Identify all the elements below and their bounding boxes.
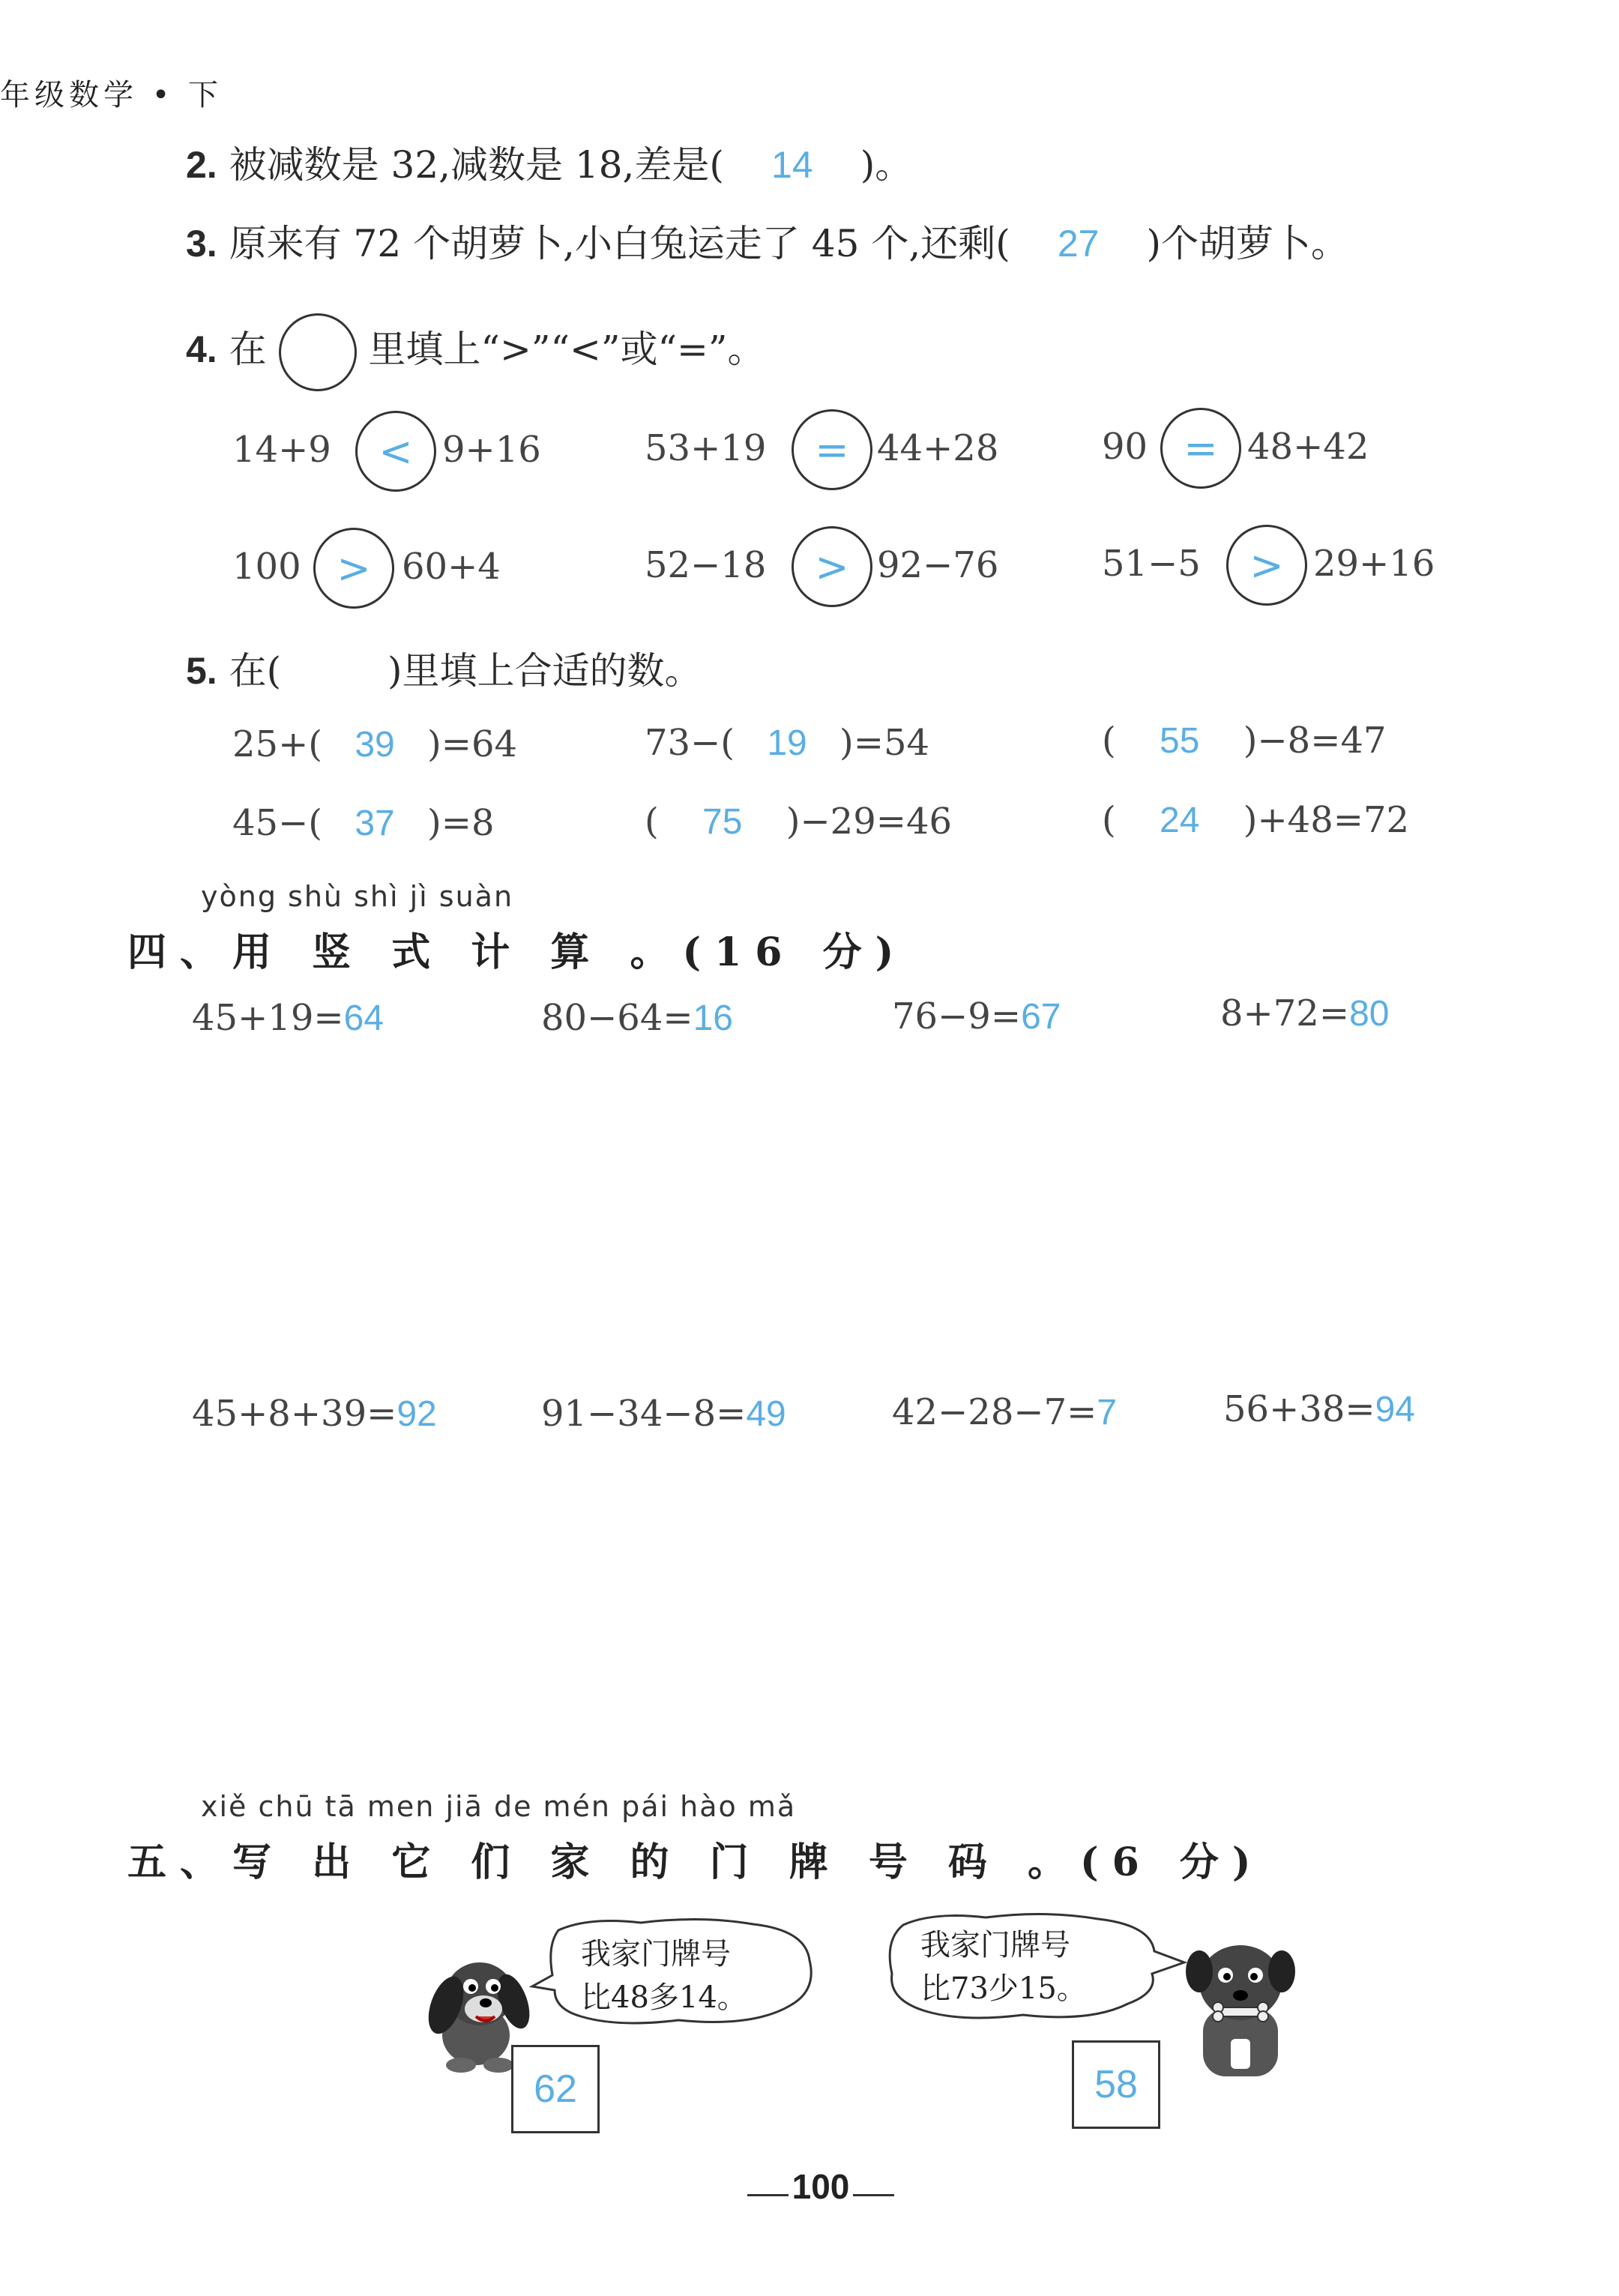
q5-item-2-pre: 73−( (645, 722, 735, 764)
page-header: 年级数学 • 下 (0, 78, 223, 112)
q4-item-6-circle[interactable]: > (1226, 525, 1307, 606)
page-number-dash-left (747, 2194, 789, 2196)
q3-text: 原来有 72 个胡萝卜,小白兔运走了 45 个,还剩( (229, 222, 1010, 265)
vertical-calc-7 (892, 1391, 1117, 1433)
vertical-calc-3-answer[interactable]: 67 (1021, 997, 1061, 1037)
vertical-calc-6-expr: 91−34−8= (541, 1393, 747, 1435)
bubble-right-line1: 我家门牌号 (920, 1928, 1070, 1962)
vertical-calc-3-expr: 76−9= (892, 995, 1022, 1037)
q4-item-1-circle[interactable]: < (355, 411, 436, 492)
vertical-calc-1 (192, 997, 384, 1039)
q4-item-5-right: 92−76 (877, 544, 999, 586)
q4-item-1-left: 14+9 (232, 429, 331, 471)
vertical-calc-1-expr: 45+19= (192, 997, 344, 1039)
q5-item-4 (232, 802, 495, 844)
question-2 (186, 135, 912, 189)
q4-item-6-right: 29+16 (1313, 543, 1435, 585)
q5-item-4-post: )=8 (427, 802, 495, 844)
q5-text: 在( (229, 649, 282, 693)
q5-item-5 (645, 801, 952, 843)
q4-item-3-left: 90 (1102, 426, 1148, 468)
bubble-left-text (581, 1932, 747, 2019)
bubble-left-line2: 比48多14。 (581, 1980, 747, 2015)
page-footer (738, 2166, 903, 2207)
question-3 (186, 214, 1348, 268)
q5-item-4-pre: 45−( (232, 802, 323, 844)
q5-number: 5. (186, 650, 217, 692)
q4-text-end: 里填上“>”“<”或“=”。 (368, 328, 765, 371)
bubble-right-line2: 比73少15。 (920, 1971, 1087, 2006)
q4-item-5-left: 52−18 (645, 544, 767, 586)
q2-text: 被减数是 32,减数是 18,差是( (229, 143, 724, 187)
q3-number: 3. (186, 223, 217, 265)
vertical-calc-1-answer[interactable]: 64 (343, 998, 384, 1038)
vertical-calc-4-answer[interactable]: 80 (1349, 994, 1390, 1034)
q5-item-2-post: )=54 (839, 722, 930, 764)
vertical-calc-5-answer[interactable]: 92 (397, 1394, 437, 1434)
q2-number: 2. (186, 144, 217, 186)
vertical-calc-4-expr: 8+72= (1220, 992, 1350, 1034)
q4-number: 4. (186, 328, 217, 370)
q4-item-2-left: 53+19 (645, 427, 767, 469)
q4-item-2-right: 44+28 (877, 427, 999, 469)
vertical-calc-2-answer[interactable]: 16 (693, 998, 733, 1038)
q5-item-6 (1102, 799, 1409, 841)
q4-item-4-circle[interactable]: > (313, 528, 394, 609)
q5-item-3-post: )−8=47 (1243, 720, 1387, 762)
q4-item-5-circle[interactable]: > (792, 526, 872, 607)
vertical-calc-5 (192, 1393, 437, 1435)
section-4-pinyin: yòng shù shì jì suàn (201, 880, 514, 913)
vertical-calc-8 (1223, 1388, 1415, 1430)
q5-item-6-post: )+48=72 (1243, 799, 1410, 841)
bubble-left-line1: 我家门牌号 (581, 1937, 731, 1971)
vertical-calc-8-expr: 56+38= (1223, 1388, 1375, 1430)
q5-item-2-answer[interactable]: 19 (767, 723, 807, 763)
q4-item-1-right: 9+16 (442, 429, 541, 471)
vertical-calc-2-expr: 80−64= (541, 997, 693, 1039)
q4-item-6-left: 51−5 (1102, 543, 1201, 585)
dog-right-icon (1177, 1934, 1304, 2084)
q5-item-5-answer[interactable]: 75 (702, 802, 743, 842)
q3-answer[interactable]: 27 (1057, 223, 1100, 265)
q4-item-3-right: 48+42 (1247, 426, 1369, 468)
section-4-title: 四、用 竖 式 计 算 。(16 分) (127, 929, 908, 975)
vertical-calc-6-answer[interactable]: 49 (746, 1394, 786, 1434)
q5-item-5-post: )−29=46 (786, 801, 953, 843)
q3-text-end: )个胡萝卜。 (1146, 222, 1349, 265)
q5-item-3-pre: ( (1102, 720, 1116, 762)
page-number: 100 (792, 2167, 850, 2206)
door-number-box-left[interactable]: 62 (511, 2045, 600, 2133)
q5-text-end: )里填上合适的数。 (387, 649, 702, 693)
q5-item-6-pre: ( (1102, 799, 1116, 841)
question-4 (186, 313, 765, 391)
q4-item-4-right: 60+4 (402, 546, 501, 588)
vertical-calc-7-expr: 42−28−7= (892, 1391, 1097, 1433)
q5-item-1-answer[interactable]: 39 (355, 725, 395, 765)
q5-item-5-pre: ( (645, 801, 659, 843)
vertical-calc-7-answer[interactable]: 7 (1097, 1393, 1118, 1432)
section-5-pinyin: xiě chū tā men jiā de mén pái hào mǎ (201, 1790, 797, 1823)
vertical-calc-4 (1220, 992, 1389, 1034)
vertical-calc-8-answer[interactable]: 94 (1375, 1390, 1415, 1429)
q5-item-3 (1102, 720, 1387, 762)
bubble-right-text (920, 1923, 1087, 2010)
vertical-calc-5-expr: 45+8+39= (192, 1393, 397, 1435)
q2-text-end: )。 (860, 143, 913, 187)
q5-item-6-answer[interactable]: 24 (1160, 801, 1200, 840)
q4-item-4-left: 100 (232, 546, 301, 588)
q5-item-4-answer[interactable]: 37 (355, 804, 395, 843)
q2-answer[interactable]: 14 (771, 144, 813, 186)
q4-text: 在 (229, 328, 267, 371)
q5-item-3-answer[interactable]: 55 (1160, 721, 1200, 761)
q5-item-1 (232, 723, 517, 765)
vertical-calc-2 (541, 997, 733, 1039)
page-number-dash-right (853, 2194, 894, 2196)
q5-item-2 (645, 722, 929, 764)
q5-item-1-post: )=64 (427, 723, 518, 765)
question-5 (186, 641, 702, 695)
q4-item-2-circle[interactable]: = (792, 409, 872, 490)
vertical-calc-3 (892, 995, 1061, 1037)
q4-item-3-circle[interactable]: = (1160, 408, 1241, 489)
vertical-calc-6 (541, 1393, 786, 1435)
door-number-box-right[interactable]: 58 (1072, 2040, 1160, 2129)
q4-circle-example (279, 313, 357, 391)
q5-item-1-pre: 25+( (232, 723, 323, 765)
section-5-title: 五、写 出 它 们 家 的 门 牌 号 码 。(6 分) (127, 1839, 1264, 1885)
